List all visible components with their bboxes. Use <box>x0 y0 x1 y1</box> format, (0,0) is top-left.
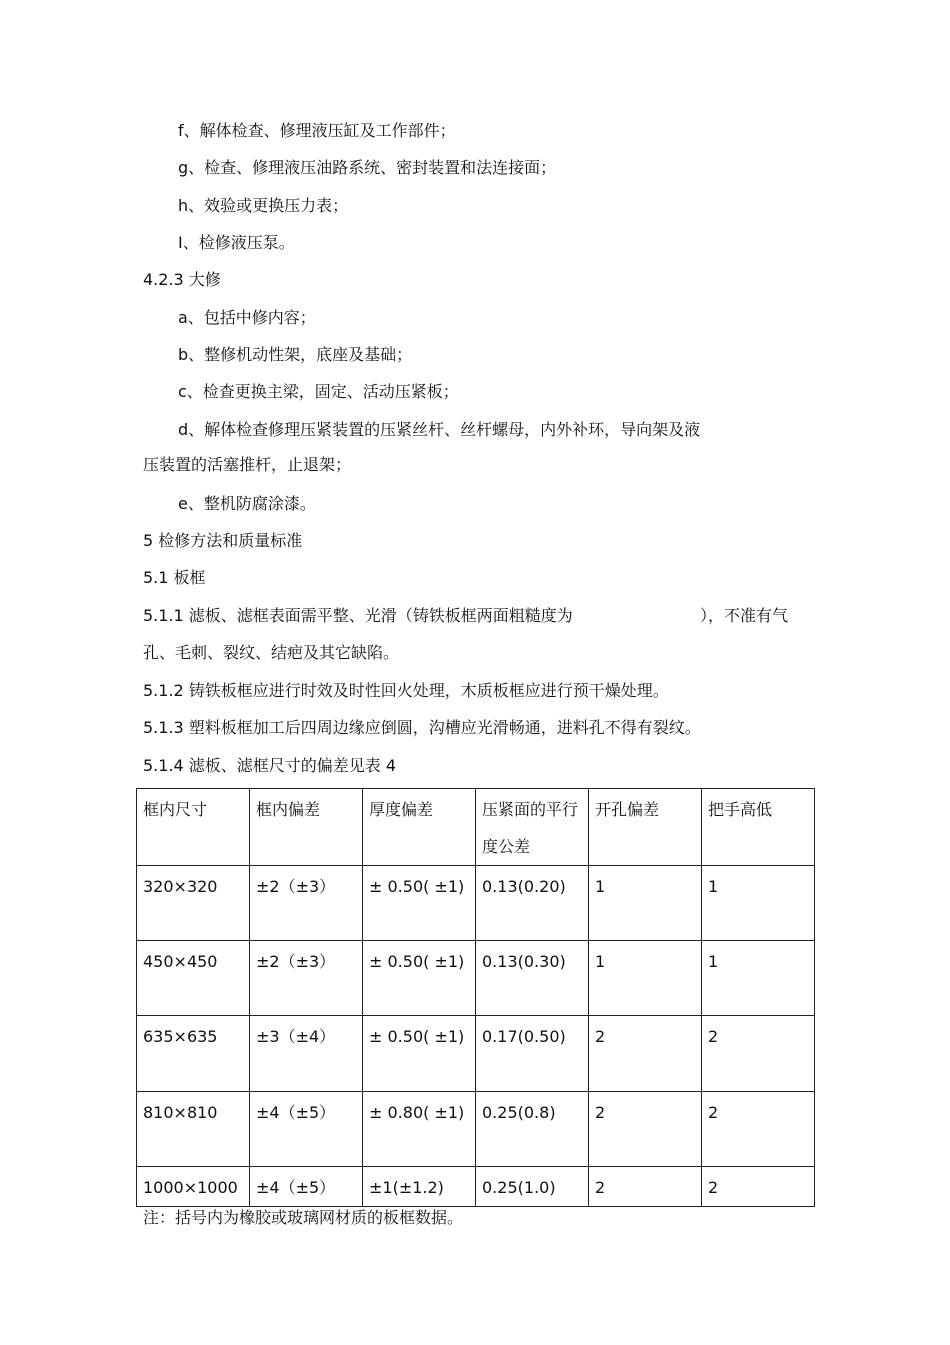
para-5-1-1-a: 5.1.1 滤板、滤框表面需平整、光滑（铸铁板框两面粗糙度为 <box>143 606 573 625</box>
table-cell: 635×635 <box>137 1016 250 1092</box>
table-cell: 810×810 <box>137 1092 250 1167</box>
table-row <box>137 1016 815 1092</box>
para-5-1-1-b: ），不准有气 <box>700 606 789 625</box>
table-header-cell: 框内偏差 <box>250 789 363 866</box>
table-note: 注：括号内为橡胶或玻璃网材质的板框数据。 <box>143 1208 464 1227</box>
para-5-1-4: 5.1.4 滤板、滤框尺寸的偏差见表 4 <box>143 756 397 775</box>
table-cell: 0.13(0.30) <box>476 941 589 1016</box>
para-5-1-3: 5.1.3 塑料板框加工后四周边缘应倒圆，沟槽应光滑畅通，进料孔不得有裂纹。 <box>143 718 701 737</box>
table-cell: 2 <box>589 1167 702 1207</box>
table-row <box>137 1092 815 1167</box>
table-header-cell: 压紧面的平行度公差 <box>476 789 589 866</box>
table-row <box>137 941 815 1016</box>
table-cell: 1 <box>702 941 815 1016</box>
table-cell: 1 <box>702 866 815 941</box>
overhaul-item-d-cont: 压装置的活塞推杆，止退架； <box>143 455 352 474</box>
table-cell: ±4（±5） <box>250 1092 363 1167</box>
table-cell: ± 0.50( ±1) <box>363 941 476 1016</box>
table-header-cell: 把手高低 <box>702 789 815 866</box>
heading-4-2-3: 4.2.3 大修 <box>143 270 221 289</box>
table-cell: 1 <box>589 866 702 941</box>
table-cell: 0.25(0.8) <box>476 1092 589 1167</box>
table-cell: 2 <box>589 1092 702 1167</box>
table-cell: ± 0.50( ±1) <box>363 866 476 941</box>
table-cell: 2 <box>589 1016 702 1092</box>
table-cell: 2 <box>702 1016 815 1092</box>
table-cell: 0.17(0.50) <box>476 1016 589 1092</box>
table-header-row <box>137 789 815 866</box>
table-cell: ± 0.50( ±1) <box>363 1016 476 1092</box>
table-cell: 2 <box>702 1092 815 1167</box>
item-g: g、检查、修理液压油路系统、密封装置和法连接面； <box>178 158 557 177</box>
para-5-1-2: 5.1.2 铸铁板框应进行时效及时性回火处理，木质板框应进行预干燥处理。 <box>143 681 669 700</box>
item-f: f、解体检查、修理液压缸及工作部件； <box>178 121 456 140</box>
table-cell: 320×320 <box>137 866 250 941</box>
table-header-cell: 框内尺寸 <box>137 789 250 866</box>
table-cell: ±2（±3） <box>250 941 363 1016</box>
table-cell: 0.13(0.20) <box>476 866 589 941</box>
para-5-1-1-cont: 孔、毛刺、裂纹、结疤及其它缺陷。 <box>143 643 400 662</box>
item-h: h、效验或更换压力表； <box>178 196 349 215</box>
table-cell: 1000×1000 <box>137 1167 250 1207</box>
overhaul-item-e: e、整机防腐涂漆。 <box>178 494 316 513</box>
table-cell: 450×450 <box>137 941 250 1016</box>
overhaul-item-d: d、解体检查修理压紧装置的压紧丝杆、丝杆螺母，内外补环，导向架及液 <box>178 420 701 439</box>
table-header-cell: 开孔偏差 <box>589 789 702 866</box>
overhaul-item-a: a、包括中修内容； <box>178 308 316 327</box>
overhaul-item-b: b、整修机动性架，底座及基础； <box>178 345 413 364</box>
item-i: I、检修液压泵。 <box>178 233 295 252</box>
table-cell: ±4（±5） <box>250 1167 363 1207</box>
table-cell: 2 <box>702 1167 815 1207</box>
table-row <box>137 1167 815 1207</box>
table-cell: ±3（±4） <box>250 1016 363 1092</box>
overhaul-item-c: c、检查更换主梁，固定、活动压紧板； <box>178 382 459 401</box>
table-row <box>137 866 815 941</box>
table-cell: ± 0.80( ±1) <box>363 1092 476 1167</box>
table-header-cell: 厚度偏差 <box>363 789 476 866</box>
table-cell: ±1(±1.2) <box>363 1167 476 1207</box>
heading-5-1: 5.1 板框 <box>143 568 206 587</box>
table-cell: 0.25(1.0) <box>476 1167 589 1207</box>
deviation-table <box>136 788 815 1207</box>
table-cell: ±2（±3） <box>250 866 363 941</box>
table-cell: 1 <box>589 941 702 1016</box>
heading-5: 5 检修方法和质量标准 <box>143 531 303 550</box>
